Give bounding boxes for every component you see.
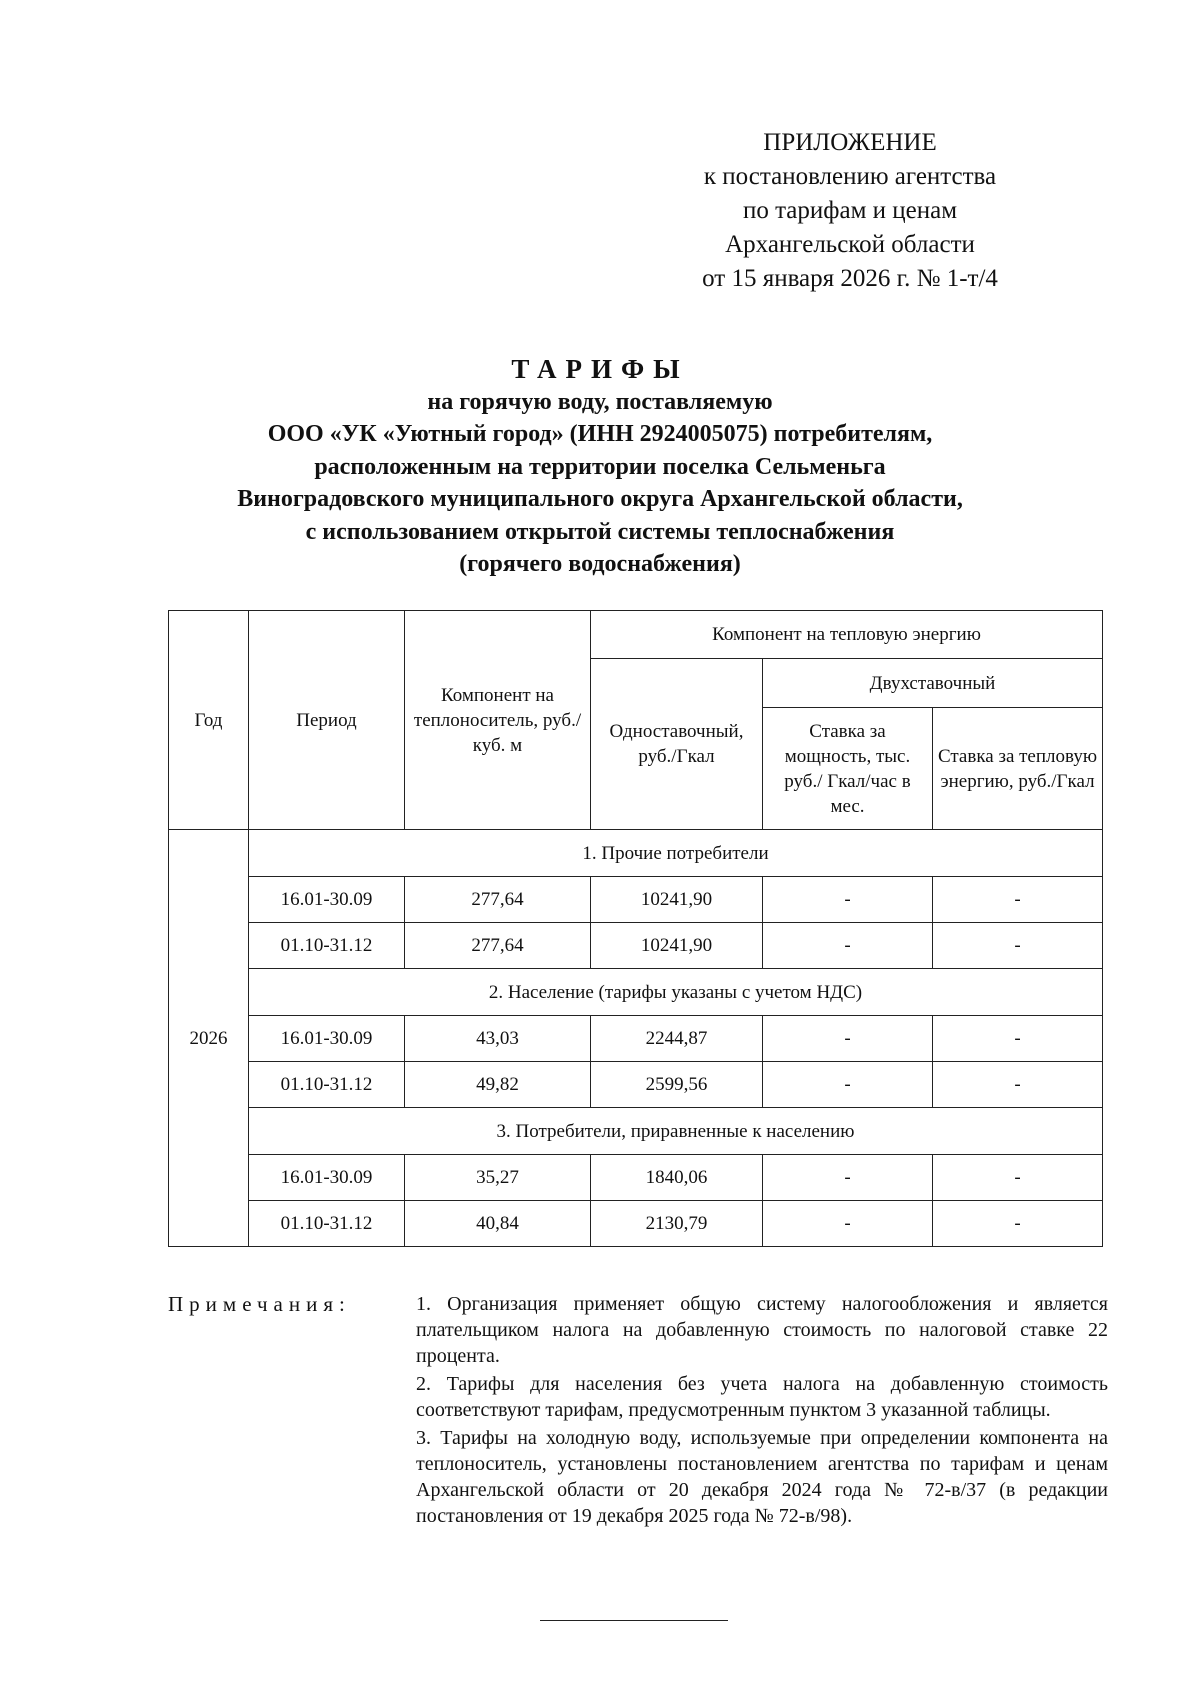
notes-label: Примечания: <box>168 1292 351 1316</box>
capacity-cell: - <box>763 877 933 923</box>
appendix-line: к постановлению агентства <box>703 163 997 190</box>
header-capacity: Ставка за мощность, тыс. руб./ Гкал/час в мес. <box>763 708 933 830</box>
appendix-line: от 15 января 2026 г. № 1-т/4 <box>702 265 998 292</box>
document-title <box>160 353 1040 581</box>
capacity-cell: - <box>763 1201 933 1247</box>
table-row <box>169 923 1103 969</box>
header-single: Одноставочный, руб./Гкал <box>591 659 763 830</box>
single-rate-cell: 10241,90 <box>591 923 763 969</box>
single-rate-cell: 2599,56 <box>591 1062 763 1108</box>
section-title: 1. Прочие потребители <box>249 830 1103 877</box>
title-line: ООО «УК «Уютный город» (ИНН 2924005075) потребителям, <box>267 421 933 447</box>
single-rate-cell: 2244,87 <box>591 1016 763 1062</box>
carrier-cell: 43,03 <box>405 1016 591 1062</box>
table-row <box>169 1016 1103 1062</box>
section-title: 3. Потребители, приравненные к населению <box>249 1108 1103 1155</box>
capacity-cell: - <box>763 923 933 969</box>
header-energy-rate: Ставка за тепловую энергию, руб./Гкал <box>933 708 1103 830</box>
period-cell: 16.01-30.09 <box>249 1155 405 1201</box>
appendix-line: ПРИЛОЖЕНИЕ <box>763 129 937 156</box>
single-rate-cell: 2130,79 <box>591 1201 763 1247</box>
table-row <box>169 1201 1103 1247</box>
energy-rate-cell: - <box>933 1201 1103 1247</box>
energy-rate-cell: - <box>933 1155 1103 1201</box>
energy-rate-cell: - <box>933 877 1103 923</box>
appendix-line: по тарифам и ценам <box>742 197 958 224</box>
notes-list <box>416 1291 1108 1531</box>
section-title: 2. Население (тарифы указаны с учетом НДС) <box>249 969 1103 1016</box>
period-cell: 16.01-30.09 <box>249 1016 405 1062</box>
appendix-header <box>680 126 1020 296</box>
capacity-cell: - <box>763 1016 933 1062</box>
energy-rate-cell: - <box>933 1016 1103 1062</box>
period-cell: 16.01-30.09 <box>249 877 405 923</box>
table-row <box>169 877 1103 923</box>
capacity-cell: - <box>763 1155 933 1201</box>
header-energy: Компонент на тепловую энергию <box>591 611 1103 659</box>
title-line: (горячего водоснабжения) <box>459 551 741 577</box>
title-line: расположенным на территории поселка Сельменьга <box>314 453 886 480</box>
period-cell: 01.10-31.12 <box>249 1062 405 1108</box>
title-line: Виноградовского муниципального округа Архангельской области, <box>237 486 963 512</box>
energy-rate-cell: - <box>933 1062 1103 1108</box>
header-carrier: Компонент на теплоноситель, руб./куб. м <box>405 611 591 830</box>
tariff-table <box>168 610 1103 1247</box>
table-row <box>169 1155 1103 1201</box>
appendix-line: Архангельской области <box>725 231 975 258</box>
header-year: Год <box>169 611 249 830</box>
title-heading: ТАРИФЫ <box>511 354 689 384</box>
title-line: с использованием открытой системы теплоснабжения <box>305 518 895 545</box>
energy-rate-cell: - <box>933 923 1103 969</box>
single-rate-cell: 1840,06 <box>591 1155 763 1201</box>
note-item: 3. Тарифы на холодную воду, используемые при определении компонента на теплоноситель, установлены постановлением агентства по тарифам и ценам Архангельской области от 20 декабря 2024 года № 72-в/37 (в редакции постановления от 19 декабря 2025 года № 72-в/98). <box>416 1427 1108 1527</box>
period-cell: 01.10-31.12 <box>249 1201 405 1247</box>
carrier-cell: 35,27 <box>405 1155 591 1201</box>
title-line: на горячую воду, поставляемую <box>427 388 773 415</box>
table-row <box>169 1062 1103 1108</box>
capacity-cell: - <box>763 1062 933 1108</box>
year-cell: 2026 <box>169 830 249 1247</box>
carrier-cell: 277,64 <box>405 877 591 923</box>
carrier-cell: 277,64 <box>405 923 591 969</box>
header-two-part: Двухставочный <box>763 659 1103 708</box>
note-item: 2. Тарифы для населения без учета налога на добавленную стоимость соответствуют тарифам, предусмотренным пунктом 3 указанной таблицы. <box>416 1373 1108 1421</box>
carrier-cell: 40,84 <box>405 1201 591 1247</box>
carrier-cell: 49,82 <box>405 1062 591 1108</box>
single-rate-cell: 10241,90 <box>591 877 763 923</box>
period-cell: 01.10-31.12 <box>249 923 405 969</box>
header-period: Период <box>249 611 405 830</box>
note-item: 1. Организация применяет общую систему налогообложения и является плательщиком налога на добавленную стоимость по налоговой ставке 22 процента. <box>416 1293 1108 1367</box>
signature-line <box>540 1620 728 1621</box>
